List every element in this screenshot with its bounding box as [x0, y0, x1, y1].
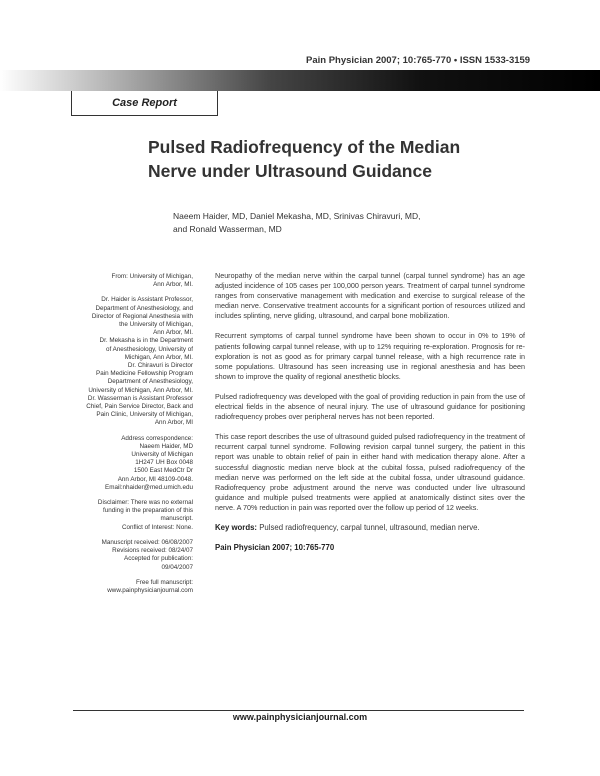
abstract-paragraph: This case report describes the use of ultrasound guided pulsed radiofrequency in the treatment of recurrent carpal tunnel syndrome. Following revision carpal tunnel surgery, the patient in this report was unable to obtain relief of pain in either hand with medication therapy alone. After a successful diagnostic median nerve block at the cubital fossa, pulsed radiofrequency of the median nerve was performed on the left side at the cubital fossa, under ultrasound guidance. Radiofrequency probe adjustment around the nerve was conducted under live ultrasound guidance and multiple pulsed treatments were applied at anatomically distinct sites over the nerve. A 70% reduction in pain was reported over the follow up period of 12 weeks.: [215, 432, 525, 512]
sidebar-line: 09/04/2007: [161, 563, 193, 571]
abstract-paragraph: Recurrent symptoms of carpal tunnel syndrome have been shown to occur in 0% to 19% of patients following carpal tunnel release, with up to 12% requiring re-exploration. Prognosis for re-exploration is not as good as for primary carpal tunnel release, with a high recurrence rate in some populations. Ultrasound has seen increasing use in regional anesthesia and has been shown to improve the quality of regional anesthetic blocks.: [215, 331, 525, 381]
free-manuscript-link[interactable]: www.painphysicianjournal.com: [107, 586, 193, 594]
sidebar-line: Dr. Chiravuri is Director: [127, 362, 193, 370]
free-manuscript-block: [60, 579, 193, 595]
sidebar-line: Naeem Haider, MD: [139, 442, 193, 450]
sidebar-line: Department of Anesthesiology, and: [95, 304, 193, 312]
section-label: Case Report: [112, 97, 177, 109]
sidebar-line: 1H247 UH Box 0048: [135, 459, 193, 467]
header-gradient-bar: [0, 70, 600, 91]
abstract-paragraph: Pulsed radiofrequency was developed with the goal of providing reduction in pain from the use of electrical fields in the absence of neural injury. The use of ultrasound guidance for positioning radiofrequency probes over peripheral nerves has not been reported.: [215, 391, 525, 422]
sidebar-line: Accepted for publication:: [124, 555, 193, 563]
keywords-label: Key words:: [215, 522, 258, 532]
journal-citation-header: Pain Physician 2007; 10:765-770 • ISSN 1533-3159: [306, 55, 531, 66]
sidebar-line: Free full manuscript:: [135, 578, 193, 586]
sidebar-line: Director of Regional Anesthesia with: [91, 312, 193, 320]
sidebar-line: of Anesthesiology, University of: [105, 345, 193, 353]
article-citation: Pain Physician 2007; 10:765-770: [215, 543, 335, 553]
sidebar-line: Manuscript received: 06/08/2007: [101, 538, 193, 546]
sidebar-line: Ann Arbor, MI: [154, 419, 193, 427]
author-line: Naeem Haider, MD, Daniel Mekasha, MD, Srinivas Chiravuri, MD,: [173, 211, 421, 221]
sidebar-line: funding in the preparation of this: [103, 507, 193, 515]
sidebar-line: Disclaimer: There was no external: [97, 499, 193, 507]
keywords-line: [215, 523, 525, 533]
keywords-text: Pulsed radiofrequency, carpal tunnel, ultrasound, median nerve.: [259, 522, 480, 532]
author-list: [173, 210, 421, 236]
title-line: Pulsed Radiofrequency of the Median: [148, 137, 461, 157]
sidebar-info: [60, 273, 193, 602]
sidebar-line: manuscript.: [160, 515, 193, 523]
correspondence-block: [60, 435, 193, 492]
sidebar-line: University of Michigan, Ann Arbor, MI.: [88, 386, 193, 394]
author-line: and Ronald Wasserman, MD: [173, 224, 282, 234]
sidebar-line: Pain Clinic, University of Michigan,: [96, 411, 193, 419]
sidebar-line: Pain Medicine Fellowship Program: [96, 370, 193, 378]
sidebar-line: Dr. Mekasha is in the Department: [99, 337, 193, 345]
sidebar-line: Ann Arbor, MI.: [153, 281, 193, 289]
sidebar-line: Dr. Haider is Assistant Professor,: [101, 296, 193, 304]
article-title: [148, 135, 548, 183]
sidebar-line: Address correspondence:: [121, 434, 193, 442]
sidebar-line: Ann Arbor, MI.: [153, 329, 193, 337]
sidebar-line: Ann Arbor, MI 48109-0048.: [117, 475, 193, 483]
abstract-body: [215, 271, 525, 553]
sidebar-line: Dr. Wasserman is Assistant Professor: [87, 394, 193, 402]
email-address[interactable]: Email:nhaider@med.umich.edu: [105, 483, 193, 491]
sidebar-line: Conflict of Interest: None.: [121, 523, 193, 531]
sidebar-line: Chief, Pain Service Director, Back and: [86, 403, 193, 411]
footer-divider: [73, 710, 524, 711]
footer-url[interactable]: www.painphysicianjournal.com: [232, 712, 368, 722]
sidebar-line: Department of Anesthesiology,: [107, 378, 193, 386]
disclaimer-block: [60, 499, 193, 532]
sidebar-line: 1500 East MedCtr Dr: [133, 467, 193, 475]
dates-block: [60, 539, 193, 572]
sidebar-line: Michigan, Ann Arbor, MI.: [124, 353, 193, 361]
sidebar-line: the University of Michigan,: [119, 321, 193, 329]
title-line: Nerve under Ultrasound Guidance: [148, 161, 432, 181]
author-roles-block: [60, 296, 193, 427]
affiliation-block: [60, 273, 193, 289]
sidebar-line: Revisions received: 08/24/07: [112, 547, 193, 555]
abstract-paragraph: Neuropathy of the median nerve within the carpal tunnel (carpal tunnel syndrome) has an age adjusted incidence of 105 cases per 100,000 person years. Treatment of carpal tunnel syndrome ranges from conservative management with medication and exercise to surgical release of the median nerve. Conservative treatment accounts for a significant portion of resources utilized and includes splinting, nerve gliding, ultrasound, and carpal bone mobilization.: [215, 271, 525, 321]
sidebar-line: From: University of Michigan,: [111, 273, 193, 280]
section-label-box: [71, 91, 218, 116]
sidebar-line: University of Michigan: [131, 451, 193, 459]
